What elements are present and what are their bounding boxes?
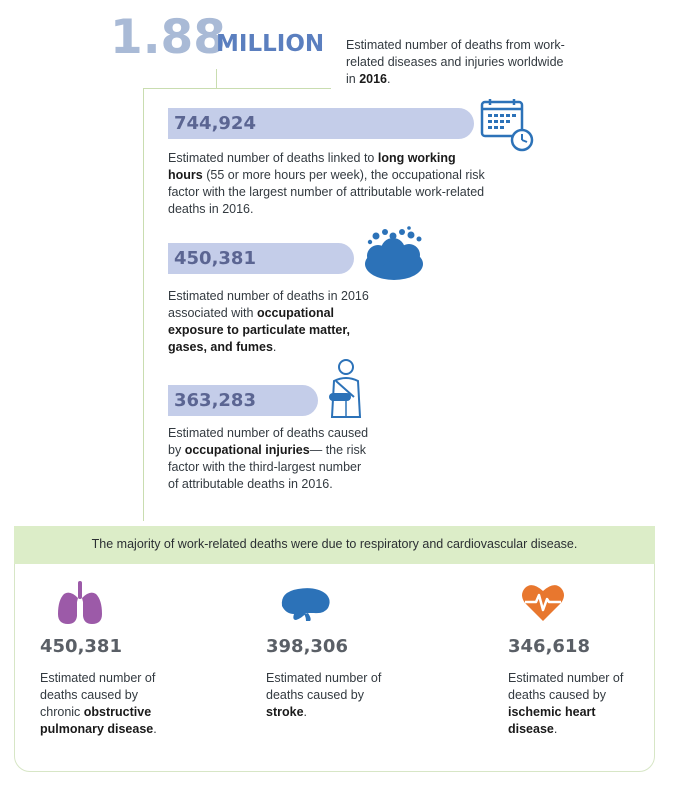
injured-person-icon bbox=[326, 357, 366, 428]
disease-banner bbox=[14, 526, 655, 564]
headline-number: 1.88 bbox=[110, 10, 226, 65]
stat-description bbox=[168, 425, 373, 493]
banner-text: The majority of work-related deaths were due to respiratory and cardiovascular disease. bbox=[91, 537, 578, 551]
disease-value: 450,381 bbox=[40, 636, 122, 657]
desc-text: — the risk factor with the third-largest number of attributable deaths in 2016. bbox=[168, 443, 366, 491]
headline-desc-text: Estimated number of deaths from work-related diseases and injuries worldwide in bbox=[346, 38, 565, 86]
desc-highlight: stroke bbox=[266, 705, 304, 719]
desc-text: Estimated number of deaths linked to bbox=[168, 151, 378, 165]
headline-unit: MILLION bbox=[216, 31, 325, 57]
lungs-icon bbox=[56, 580, 104, 631]
disease-value: 346,618 bbox=[508, 636, 590, 657]
disease-value: 398,306 bbox=[266, 636, 348, 657]
desc-text: Estimated number of deaths in 2016 associated with bbox=[168, 289, 369, 320]
brain-icon bbox=[278, 586, 332, 627]
connector-line bbox=[216, 69, 217, 89]
headline-desc-end: . bbox=[387, 72, 391, 86]
stat-value: 450,381 bbox=[174, 248, 256, 269]
stat-pill-particulate bbox=[168, 243, 354, 274]
headline-desc-year: 2016 bbox=[359, 72, 388, 86]
connector-line bbox=[143, 88, 331, 89]
calendar-clock-icon bbox=[480, 98, 536, 159]
disease-description bbox=[40, 670, 180, 738]
desc-highlight: ischemic heart disease bbox=[508, 705, 596, 736]
desc-highlight: occupational injuries bbox=[184, 443, 310, 457]
desc-text: Estimated number of deaths caused by chronic bbox=[40, 671, 156, 719]
desc-highlight: occupational exposure to particulate matter, gases, and fumes bbox=[168, 306, 351, 354]
stat-value: 363,283 bbox=[174, 390, 256, 411]
cloud-particles-icon bbox=[362, 226, 428, 291]
desc-text: . bbox=[153, 722, 157, 736]
stat-value: 744,924 bbox=[174, 113, 256, 134]
stat-pill-long-hours bbox=[168, 108, 474, 139]
desc-text: Estimated number of deaths caused by bbox=[508, 671, 624, 702]
stat-description bbox=[168, 288, 383, 356]
desc-text: Estimated number of deaths caused by bbox=[168, 426, 369, 457]
desc-text: (55 or more hours per week), the occupational risk factor with the largest number of attributable work-related deaths in 2016. bbox=[168, 168, 485, 216]
desc-text: . bbox=[272, 340, 277, 354]
desc-text: Estimated number of deaths caused by bbox=[266, 671, 382, 702]
stat-description bbox=[168, 150, 488, 218]
desc-text: . bbox=[303, 705, 308, 719]
disease-description bbox=[508, 670, 633, 738]
stat-pill-injuries bbox=[168, 385, 318, 416]
desc-highlight: long working hours bbox=[168, 151, 456, 182]
headline-description bbox=[346, 37, 576, 88]
connector-line bbox=[143, 88, 144, 521]
disease-description bbox=[266, 670, 386, 721]
heart-pulse-icon bbox=[521, 582, 565, 627]
desc-text: . bbox=[553, 722, 558, 736]
desc-highlight: obstructive pulmonary disease bbox=[40, 705, 154, 736]
